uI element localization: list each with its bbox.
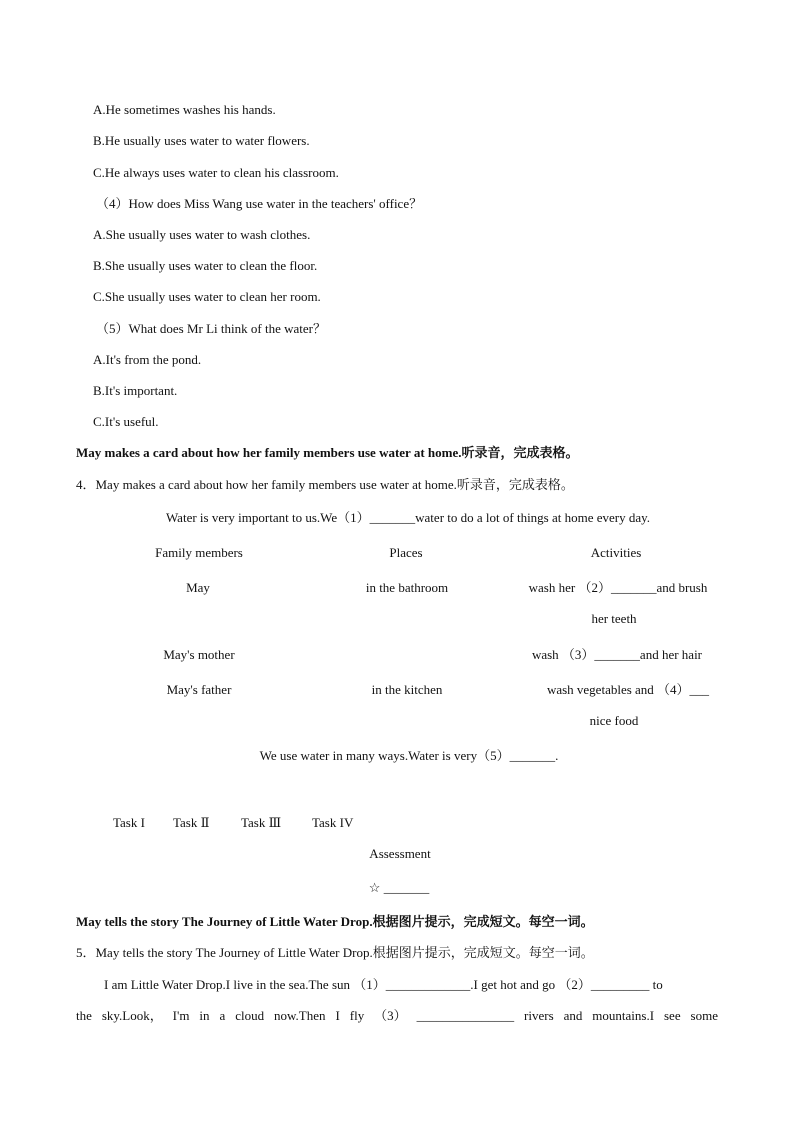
star-rating: ☆ _______ xyxy=(368,880,430,895)
card-intro: Water is very important to us.We（1）_______water to do a lot of things at home every day. xyxy=(165,510,651,525)
option-c: C.He always uses water to clean his classroom. xyxy=(93,165,339,180)
task-3: Task Ⅲ xyxy=(241,815,282,830)
task-4: Task IV xyxy=(312,815,354,830)
passage-line xyxy=(76,1008,718,1024)
question-5: （5）What does Mr Li think of the water？ xyxy=(96,321,326,336)
table-header-members: Family members xyxy=(155,545,243,560)
passage-blank: _______________ xyxy=(416,1008,515,1023)
table-cell-member: May xyxy=(186,580,210,595)
option-b: B.It's important. xyxy=(93,383,178,398)
passage-word: now.Then xyxy=(274,1008,326,1023)
question-prompt: 4．May makes a card about how her family members use water at home.听录音，完成表格。 xyxy=(76,477,574,492)
passage-word: in xyxy=(199,1008,210,1023)
option-a: A.She usually uses water to wash clothes. xyxy=(93,227,311,242)
passage-word: sky.Look， xyxy=(101,1008,163,1023)
question-4: （4）How does Miss Wang use water in the teachers' office？ xyxy=(96,196,423,211)
passage-word: the xyxy=(76,1008,92,1023)
table-cell-activity: wash （3）_______and her hair xyxy=(531,647,703,662)
option-c: C.It's useful. xyxy=(93,414,159,429)
assessment-label: Assessment xyxy=(369,846,431,861)
table-cell-member: May's father xyxy=(166,682,232,697)
table-cell-activity-cont: nice food xyxy=(589,713,639,728)
passage-word: cloud xyxy=(235,1008,265,1023)
option-b: B.He usually uses water to water flowers. xyxy=(93,133,310,148)
table-header-activities: Activities xyxy=(590,545,642,560)
passage-word: I xyxy=(335,1008,340,1023)
option-c: C.She usually uses water to clean her room. xyxy=(93,289,321,304)
table-cell-activity-cont: her teeth xyxy=(591,611,637,626)
option-a: A.He sometimes washes his hands. xyxy=(93,102,276,117)
passage-line: I am Little Water Drop.I live in the sea.The sun （1）_____________.I get hot and go （2）_________ to xyxy=(104,977,663,992)
passage-word: rivers xyxy=(524,1008,554,1023)
table-cell-place: in the bathroom xyxy=(365,580,449,595)
passage-word: （3） xyxy=(374,1008,407,1023)
passage-word: fly xyxy=(349,1008,365,1023)
passage-word: mountains.I xyxy=(592,1008,655,1023)
passage-word: some xyxy=(690,1008,718,1023)
table-cell-activity: wash her （2）_______and brush xyxy=(528,580,708,595)
option-a: A.It's from the pond. xyxy=(93,352,202,367)
section-heading: May makes a card about how her family members use water at home.听录音，完成表格。 xyxy=(76,445,579,460)
table-cell-activity: wash vegetables and （4）___ xyxy=(546,682,710,697)
table-cell-place: in the kitchen xyxy=(371,682,443,697)
question-prompt: 5．May tells the story The Journey of Little Water Drop.根据图片提示，完成短文。每空一词。 xyxy=(76,945,594,960)
passage-word: I'm xyxy=(172,1008,190,1023)
passage-word: a xyxy=(219,1008,226,1023)
card-closing: We use water in many ways.Water is very（5）_______. xyxy=(259,748,559,763)
option-b: B.She usually uses water to clean the floor. xyxy=(93,258,318,273)
table-cell-member: May's mother xyxy=(163,647,235,662)
task-2: Task Ⅱ xyxy=(173,815,210,830)
passage-word: and xyxy=(563,1008,583,1023)
task-1: Task I xyxy=(113,815,145,830)
table-header-places: Places xyxy=(389,545,423,560)
passage-word: see xyxy=(663,1008,681,1023)
section-heading: May tells the story The Journey of Little Water Drop.根据图片提示，完成短文。每空一词。 xyxy=(76,914,594,929)
